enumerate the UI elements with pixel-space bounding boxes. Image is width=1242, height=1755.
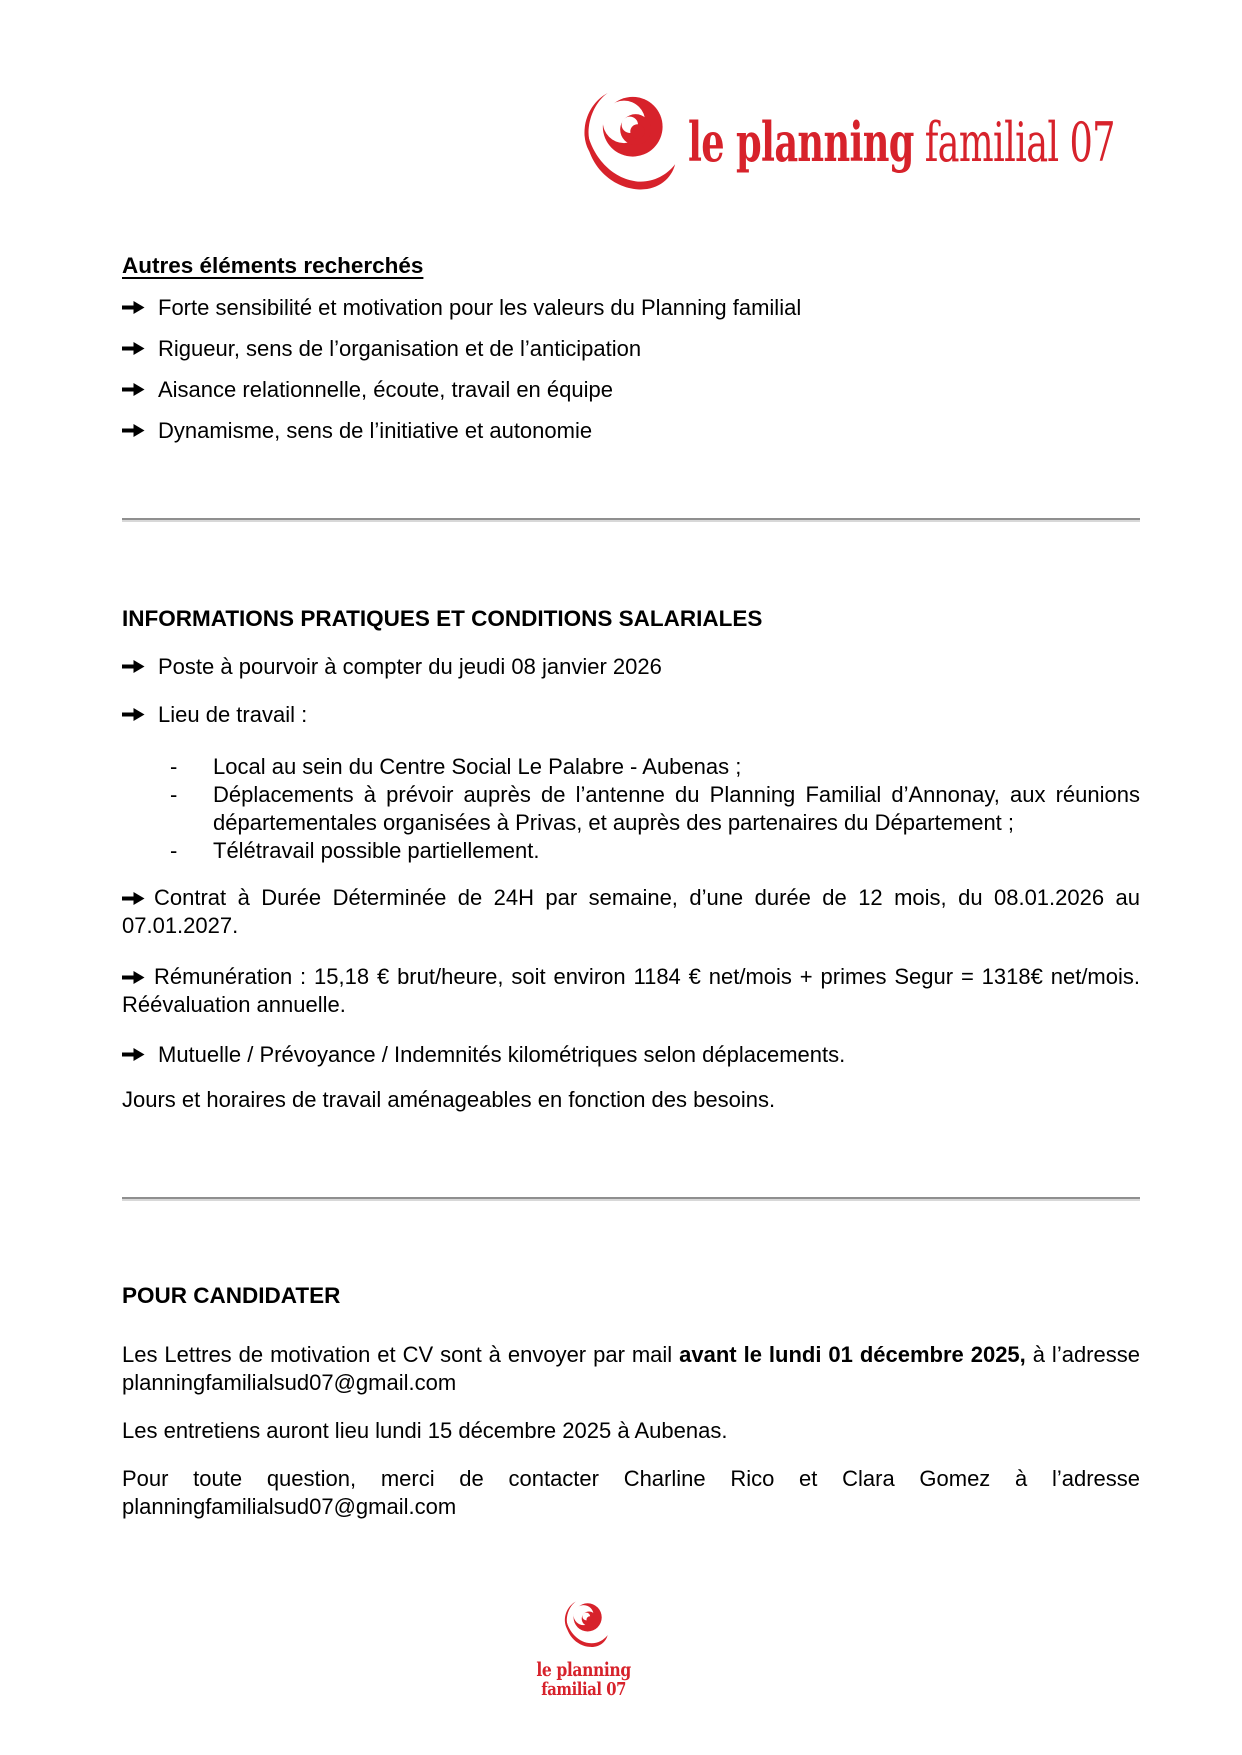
paragraph-lettres: [122, 1341, 1140, 1397]
list-item: [122, 376, 1140, 404]
footer-brand: [504, 1598, 664, 1699]
arrow-bullet-icon: [122, 701, 158, 729]
paragraph-text: Rémunération : 15,18 € brut/heure, soit environ 1184 € net/mois + primes Segur = 1318€ net/mois. Réévaluation annuelle.: [122, 964, 1140, 1017]
list-item-text: Mutuelle / Prévoyance / Indemnités kilométriques selon déplacements.: [158, 1042, 846, 1067]
sub-list-item-text: Local au sein du Centre Social Le Palabre - Aubenas ;: [213, 754, 742, 779]
planning-familial-logo-icon: [559, 1598, 609, 1654]
list-item-text: Dynamisme, sens de l’initiative et autonomie: [158, 418, 593, 443]
arrow-bullet-icon: [122, 294, 158, 322]
paragraph-question: Pour toute question, merci de contacter Charline Rico et Clara Gomez à l’adresse planningfamilialsud07@gmail.com: [122, 1466, 1140, 1519]
heading-informations-pratiques: INFORMATIONS PRATIQUES ET CONDITIONS SALARIALES: [122, 606, 763, 631]
list-item: [122, 417, 1140, 445]
arrow-bullet-icon: [122, 1041, 158, 1069]
heading-pour-candidater: POUR CANDIDATER: [122, 1283, 341, 1308]
list-item-text: Aisance relationnelle, écoute, travail en équipe: [158, 377, 613, 402]
dash-bullet: -: [170, 782, 178, 807]
deadline-bold-text: avant le lundi 01 décembre 2025,: [679, 1342, 1026, 1367]
list-item-text: Rigueur, sens de l’organisation et de l’anticipation: [158, 336, 642, 361]
paragraph-remuneration: [122, 963, 1140, 1019]
sub-list-item-text: Déplacements à prévoir auprès de l’antenne du Planning Familial d’Annonay, aux réunions départementales organisées à Privas, et auprès des partenaires du Département ;: [213, 782, 1140, 835]
list-item: [122, 653, 1140, 681]
paragraph-contrat: [122, 884, 1140, 940]
arrow-bullet-icon: [122, 885, 154, 910]
footer-brand-line1: le planning: [536, 1659, 632, 1681]
dash-bullet: -: [170, 838, 178, 863]
list-item-text: Lieu de travail :: [158, 702, 308, 727]
document-body: [122, 0, 1140, 1521]
list-item-text: Poste à pourvoir à compter du jeudi 08 janvier 2026: [158, 654, 662, 679]
list-item: [122, 701, 1140, 729]
arrow-bullet-icon: [122, 964, 154, 989]
horizontal-divider: [122, 518, 1140, 522]
brand-name-regular: familial 07: [913, 111, 1115, 174]
paragraph-jours: Jours et horaires de travail aménageables en fonction des besoins.: [122, 1087, 776, 1112]
list-item: [122, 1041, 1140, 1069]
list-item: [122, 294, 1140, 322]
sub-list-item-text: Télétravail possible partiellement.: [213, 838, 540, 863]
paragraph-text: à l’adresse planningfamilialsud07@gmail.com: [122, 1342, 1140, 1395]
heading-autres-elements: Autres éléments recherchés: [122, 253, 424, 278]
paragraph-text: Les Lettres de motivation et CV sont à envoyer par mail: [122, 1342, 680, 1367]
list-item-text: Forte sensibilité et motivation pour les valeurs du Planning familial: [158, 295, 802, 320]
paragraph-entretiens: Les entretiens auront lieu lundi 15 décembre 2025 à Aubenas.: [122, 1418, 728, 1443]
sub-list-item: [122, 837, 1140, 865]
arrow-bullet-icon: [122, 376, 158, 404]
paragraph-text: Contrat à Durée Déterminée de 24H par semaine, d’une durée de 12 mois, du 08.01.2026 au 07.01.2027.: [122, 885, 1140, 938]
arrow-bullet-icon: [122, 335, 158, 363]
sub-list-item: [122, 781, 1140, 837]
horizontal-divider: [122, 1197, 1140, 1201]
footer-brand-line2: familial 07: [541, 1679, 627, 1700]
sub-list-item: [122, 753, 1140, 781]
brand-name-bold: le planning: [688, 110, 914, 174]
arrow-bullet-icon: [122, 653, 158, 681]
dash-bullet: -: [170, 754, 178, 779]
arrow-bullet-icon: [122, 417, 158, 445]
sub-list: [122, 753, 1140, 865]
list-item: [122, 335, 1140, 363]
